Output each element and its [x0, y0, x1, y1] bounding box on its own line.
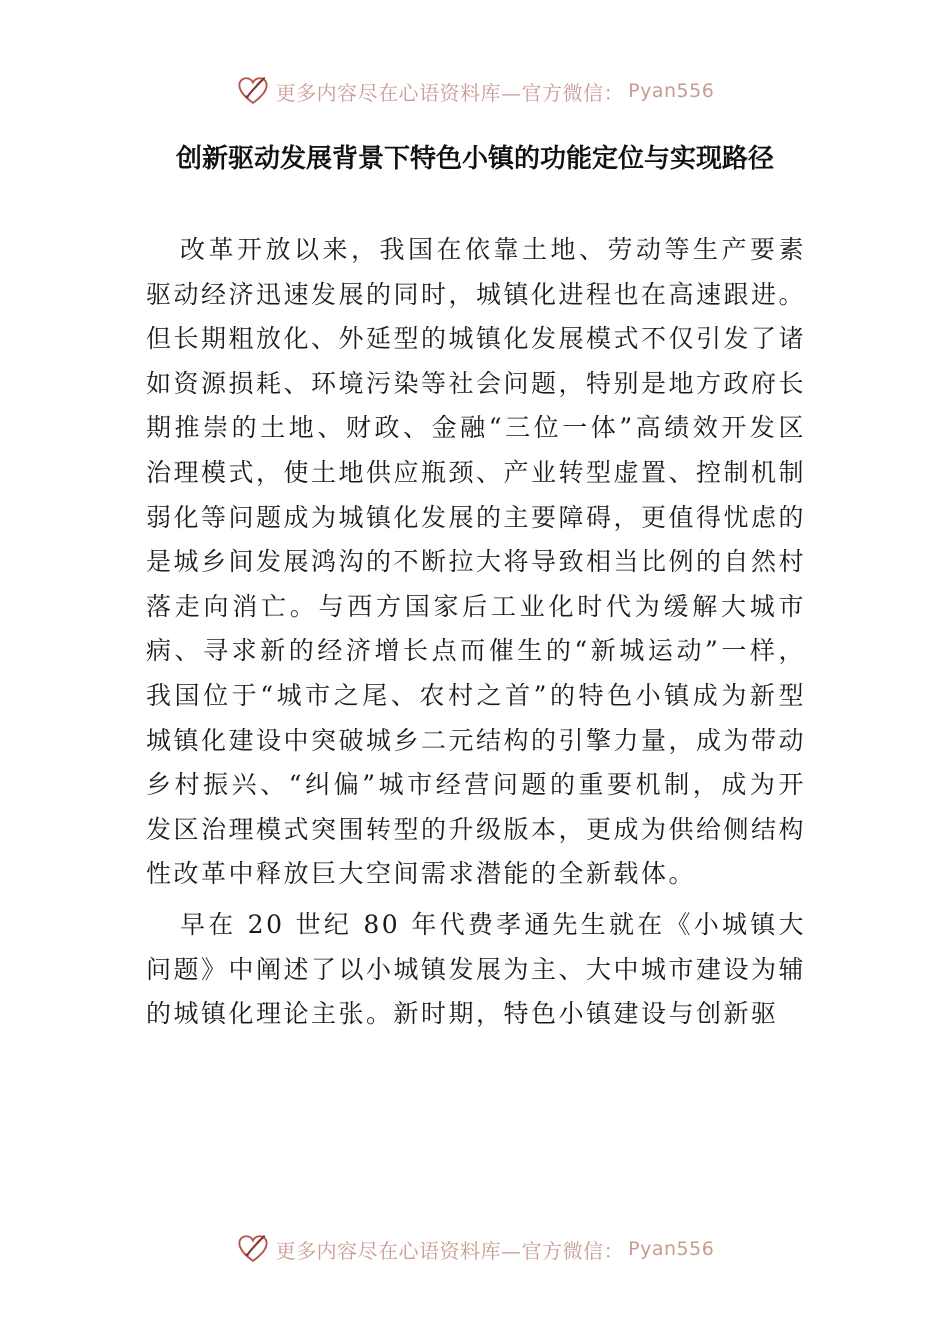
heart-quill-logo-icon: [236, 1232, 270, 1266]
header-watermark: [0, 74, 950, 108]
watermark-handle: Pyan556: [628, 80, 715, 102]
paragraph-2: 早在 20 世纪 80 年代费孝通先生就在《小城镇大问题》中阐述了以小城镇发展为主、大中城市建设为辅的城镇化理论主张。新时期，特色小镇建设与创新驱: [146, 909, 807, 1029]
watermark-text: 更多内容尽在心语资料库—官方微信：: [275, 80, 625, 105]
watermark-handle: Pyan556: [628, 1238, 715, 1260]
heart-quill-logo-icon: [236, 74, 270, 108]
document-title: 创新驱动发展背景下特色小镇的功能定位与实现路径: [175, 144, 774, 174]
footer-watermark: [0, 1232, 950, 1266]
watermark-text: 更多内容尽在心语资料库—官方微信：: [275, 1238, 625, 1263]
document-body: [146, 228, 806, 1043]
paragraph-1: 改革开放以来，我国在依靠土地、劳动等生产要素驱动经济迅速发展的同时，城镇化进程也在高速跟进。但长期粗放化、外延型的城镇化发展模式不仅引发了诸如资源损耗、环境污染等社会问题，特别是地方政府长期推崇的土地、财政、金融“三位一体”高绩效开发区治理模式，使土地供应瓶颈、产业转型虚置、控制机制弱化等问题成为城镇化发展的主要障碍，更值得忧虑的是城乡间发展鸿沟的不断拉大将导致相当比例的自然村落走向消亡。与西方国家后工业化时代为缓解大城市病、寻求新的经济增长点而催生的“新城运动”一样，我国位于“城市之尾、农村之首”的特色小镇成为新型城镇化建设中突破城乡二元结构的引擎力量，成为带动乡村振兴、“纠偏”城市经营问题的重要机制，成为开发区治理模式突围转型的升级版本，更成为供给侧结构性改革中释放巨大空间需求潜能的全新载体。: [146, 235, 807, 889]
